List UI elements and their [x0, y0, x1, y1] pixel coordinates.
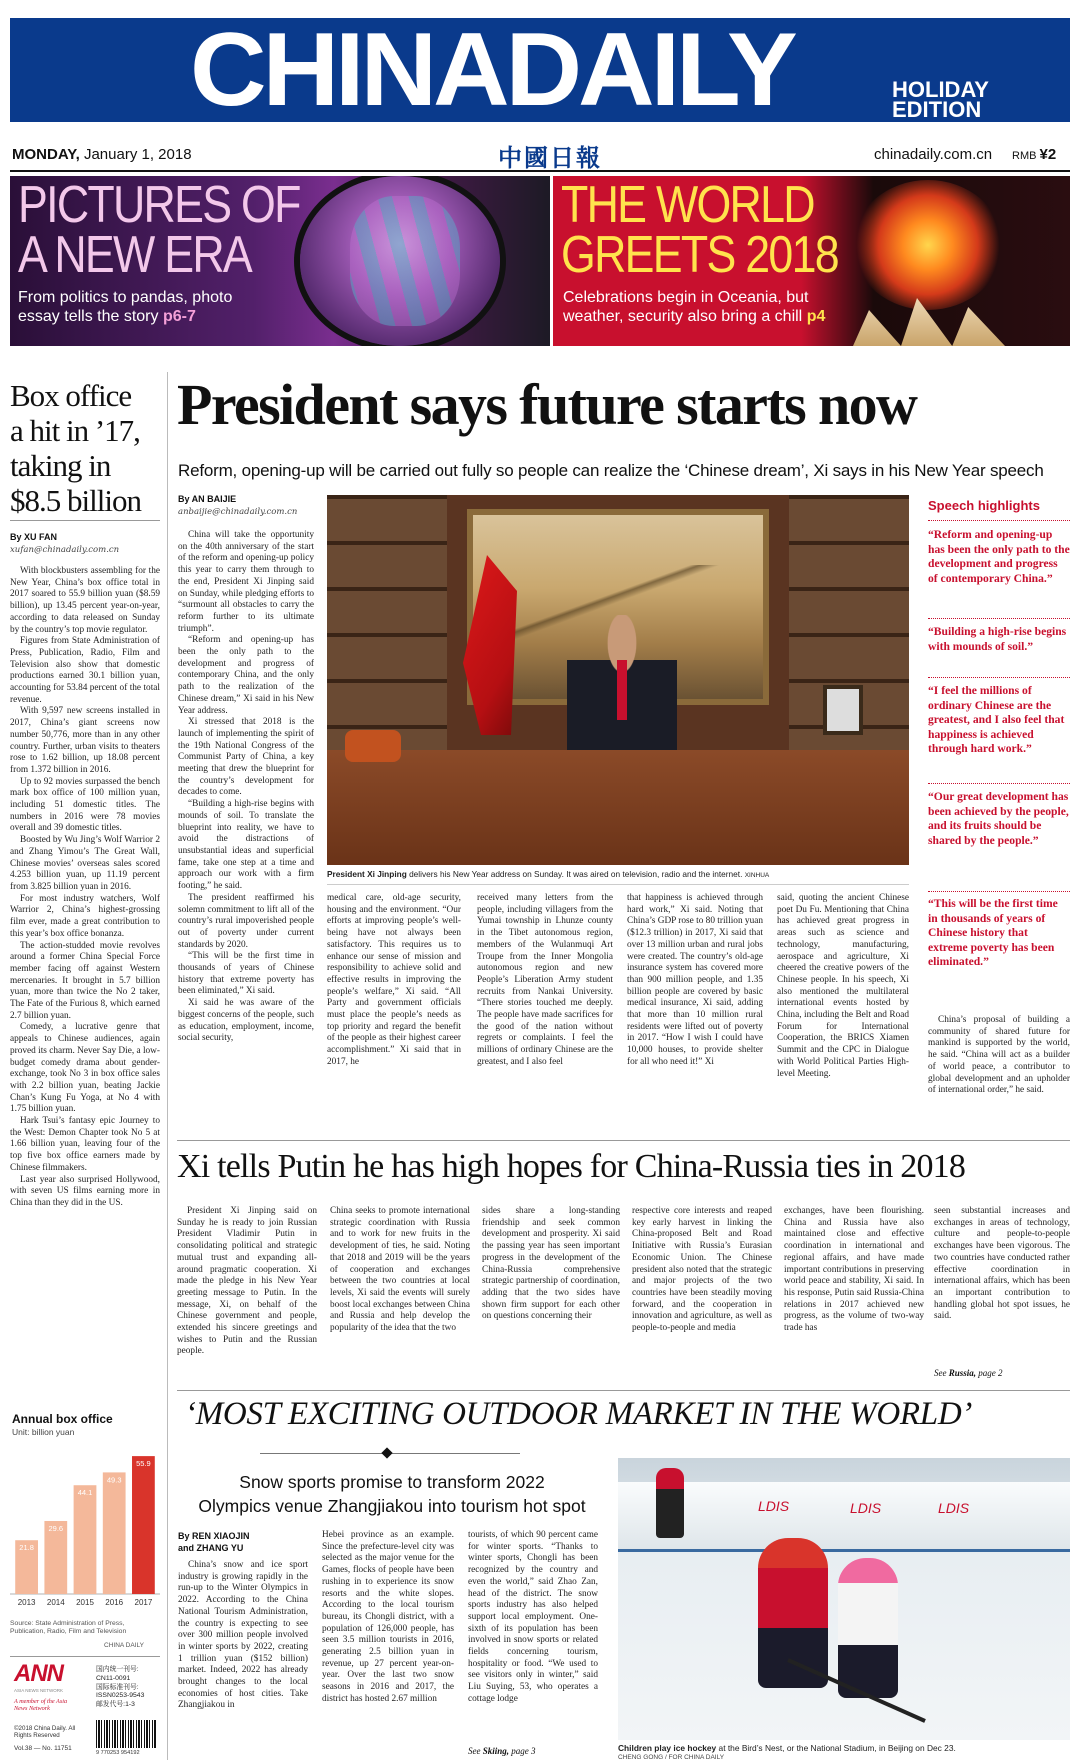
- highlight-quote: “This will be the first time in thousands of years of Chinese history that extreme poverty has been eliminated.”: [928, 897, 1058, 969]
- skiing-see-link[interactable]: [468, 1746, 536, 1756]
- chart-tick-label: 2015: [76, 1598, 94, 1607]
- fireworks-burst: [853, 180, 1003, 310]
- see-target: Russia,: [948, 1368, 977, 1378]
- diamond-icon: [381, 1447, 392, 1458]
- putin-col: [177, 1206, 317, 1382]
- putin-see-link[interactable]: [934, 1368, 1003, 1378]
- price-value: ¥2: [1039, 146, 1057, 163]
- box-office-byline: By XU FAN: [10, 532, 58, 542]
- chart-subtitle: Unit: billion yuan: [12, 1427, 75, 1437]
- promo-headline-line2: A NEW ERA: [18, 226, 252, 284]
- highlights-title: Speech highlights: [928, 498, 1040, 513]
- lead-paragraph: Xi stressed that 2018 is the launch of implementing the spirit of the 19th National Congress of the Communist Party of China, a key meeting that drew the blueprint for the country’s development for decades to come.: [178, 717, 314, 798]
- chart-source: Source: State Administration of Press, Publication, Radio, Film and Television: [10, 1620, 127, 1635]
- highlight-quote: “Our great development has been achieved by the people, and its fruits should be shared by the people.”: [928, 790, 1069, 847]
- skiing-paragraph: tourists, of which 90 percent came for winter sports. “Thanks to winter sports, Chongli has been recognized by the country and even the world,” said Zhao Zan, head of the district. The snow sports industry has also helped support local employment. One-sixth of its population has been involved in snow sports or related fields concerning tourism, hospitality or food. “We used to see visitors only in winter,” said Liu Suying, 53, who operates a cottage lodge: [468, 1530, 598, 1704]
- box-office-rule: [10, 520, 160, 521]
- lead-paragraph: China will take the opportunity on the 40th anniversary of the start of the reform and opening-up policy this year to carry them through to the end, President Xi Jinping said on Sunday, while pledging efforts to “surmount all obstacles to carry the reform further to its ultimate triumph”.: [178, 530, 314, 634]
- chart-title: Annual box office: [12, 1412, 113, 1426]
- box-office-paragraph: For most industry watchers, Wolf Warrior 2, China’s highest-grossing film ever, made a great contribution to this year’s box office bonanza.: [10, 893, 160, 939]
- skiing-col: [322, 1530, 454, 1760]
- putin-paragraph: President Xi Jinping said on Sunday he is ready to join Russian President Vladimir Putin in consolidating political and strategic mutual trust and expanding all-around pragmatic cooperation. Xi made the pledge in his New Year greeting message to Putin. In the message, Xi, on behalf of the Chinese government and people, extended his sincere greetings and wishes to Putin and the Russian people.: [177, 1206, 317, 1357]
- promo-text-line2: weather, security also bring a chill: [563, 308, 803, 325]
- date-text: January 1, 2018: [83, 146, 192, 163]
- skiing-byline-line2: and ZHANG YU: [178, 1543, 244, 1553]
- edition-line1: HOLIDAY: [892, 77, 989, 102]
- rink-boards: [618, 1482, 1070, 1552]
- promo-photo-figures: [350, 196, 460, 326]
- box-office-headline-line: Box office: [10, 378, 132, 413]
- hockey-photo: [618, 1458, 1070, 1740]
- lead-body-col: [777, 893, 909, 1133]
- see-target: Skiing,: [482, 1746, 510, 1756]
- box-office-paragraph: Up to 92 movies surpassed the bench mark box office of 100 million yuan, including 51 domestic titles. The numbers in 2016 were 78 movies overall and 39 domestic titles.: [10, 776, 160, 834]
- skiing-paragraph: China’s snow and ice sport industry is growing rapidly in the run-up to the Winter Olympics in 2022. According to the China National Tourism Administration, the country is expecting to see over 300 million people involved in winter sports by 2022, creating 1 trillion yuan ($152 billion) market. Indeed, 2022 has already brought changes to the local economies of host cities. Take Zhangjiakou in: [178, 1560, 308, 1711]
- chinese-title: 中國日報: [498, 143, 602, 172]
- xi-caption-bold: President Xi Jinping: [327, 869, 407, 879]
- edition-line2: EDITION: [892, 97, 982, 122]
- masthead: [10, 12, 1070, 128]
- lead-body-right: [928, 1015, 1070, 1135]
- skiing-subhead-line2: Olympics venue Zhangjiakou into tourism hot spot: [198, 1496, 586, 1516]
- see-label: See: [468, 1746, 481, 1756]
- xi-photo-caption: [327, 869, 909, 879]
- putin-paragraph: China seeks to promote international strategic coordination with Russia and to work for new fruits in the development of ties, he said. Noting that 2018 and 2019 will be the years of cooperation and exchanges between the two countries at local levels, Xi said the events will surely boost local exchanges between China and Russia and help develop the popularity of the idea that the two: [330, 1206, 470, 1334]
- putin-paragraph: sides share a long-standing friendship and seek common development and prosperity. Xi said the passing year has seen important progress in the development of the China-Russia comprehensive strategic partnership of coordination, adding that the two sides have shown firm support for each other on questions concerning their: [482, 1206, 620, 1322]
- skiing-subhead: [177, 1470, 607, 1518]
- xi-photo-caption-rule: [327, 884, 909, 885]
- promo-text-line1: From politics to pandas, photo: [18, 289, 233, 306]
- lead-paragraph: Xi said he was aware of the biggest concerns of the people, such as education, employment, income, social security,: [178, 998, 314, 1044]
- chart-value-label: 44.1: [77, 1488, 93, 1498]
- lead-paragraph: “Building a high-rise begins with mounds of soil. To translate the blueprint into reality, we have to avoid the distractions of unsubstantial ideas and superficial fame, take one step at a time and approach our work with a firm footing,” he said.: [178, 799, 314, 892]
- volume: Vol.38 — No. 11751: [14, 1745, 72, 1752]
- lead-paragraph: The president reaffirmed his solemn commitment to lift all of the country’s rural impoverished people out of poverty under current standards by 2020.: [178, 892, 314, 950]
- box-office-paragraph: Last year also surprised Hollywood, with seven US films earning more in China than they did in the US.: [10, 1174, 160, 1208]
- date-day: MONDAY,: [12, 146, 80, 163]
- xi-photo: [327, 495, 909, 865]
- masthead-title-china: CHINA: [190, 12, 506, 128]
- skiing-byline: [178, 1530, 250, 1554]
- putin-col: [632, 1206, 772, 1382]
- highlight-quote: “Reform and opening-up has been the only path to the development and progress of contemporary China.”: [928, 528, 1070, 585]
- chart-tick-label: 2013: [17, 1598, 36, 1607]
- skiing-headline: ‘MOST EXCITING OUTDOOR MARKET IN THE WORLD’: [185, 1396, 973, 1432]
- price: [1012, 146, 1056, 163]
- cn-code: ISSN0253-9543: [96, 1692, 145, 1700]
- skiing-top-rule: [177, 1390, 1070, 1391]
- putin-headline: Xi tells Putin he has high hopes for China-Russia ties in 2018: [177, 1148, 966, 1185]
- promo-page[interactable]: p4: [806, 308, 826, 325]
- masthead-rule: [10, 170, 1070, 172]
- lead-paragraph: China’s proposal of building a community of shared future for mankind is supported by the world, he said. “China will act as a builder of world peace, a contributor to global development and an upholder of international order,” he said.: [928, 1015, 1070, 1096]
- ann-footer-rule: [10, 1656, 160, 1657]
- skiing-byline-line1: By REN XIAOJIN: [178, 1531, 250, 1541]
- putin-col: [934, 1206, 1070, 1354]
- skiing-subhead-line1: Snow sports promise to transform 2022: [239, 1472, 545, 1492]
- cn-code: 邮发代号:1-3: [96, 1701, 135, 1709]
- skiing-col: [178, 1560, 308, 1760]
- chart-value-label: 55.9: [136, 1459, 151, 1469]
- skiing-col: [468, 1530, 598, 1742]
- promo-world[interactable]: [553, 176, 1070, 346]
- edition-label: [892, 77, 989, 122]
- cn-code: CN11-0091: [96, 1674, 131, 1682]
- promo-headline-line1: THE WORLD: [561, 176, 814, 234]
- lead-body-left: [178, 530, 314, 1136]
- chart-value-label: 21.8: [19, 1543, 34, 1553]
- photo-desk: [327, 750, 909, 865]
- cn-code: 国际标准刊号:: [96, 1683, 139, 1691]
- putin-paragraph: exchanges, have been flourishing. China and Russia have also maintained close and effective coordination in international and regional affairs, and have made important contributions in preserving world peace and stability, Xi said. In his response, Putin said Russia-China relations in 2017 achieved new progress, as the volume of two-way trade has: [784, 1206, 924, 1334]
- promo-headline: [18, 176, 300, 284]
- chart-tick-label: 2016: [105, 1598, 124, 1607]
- promo-page[interactable]: p6-7: [162, 308, 196, 325]
- lead-body-col: [627, 893, 763, 1133]
- lead-body-col: [327, 893, 461, 1133]
- chart-value-label: 49.3: [106, 1475, 122, 1485]
- hockey-photo-caption: [618, 1743, 1070, 1753]
- box-office-paragraph: With 9,597 new screens installed in 2017, China’s giant screens now number 50,776, more than in any other country. Further, urban visits to theaters rose to 1.62 billion, up 18.08 percent from 1.372 billion in 2016.: [10, 706, 160, 775]
- lead-paragraph: that happiness is achieved through hard work,” Xi said. Noting that China’s GDP rose to 80 trillion yuan ($12.3 trillion) in 2017, Xi said that over 13 million urban and rural jobs were created. The country’s old-age insurance system has covered more than 900 million people, and 1.35 billion people are covered by basic medical insurance, Xi said, adding that more than 10 million rural residents were lifted out of poverty in 2017. “How I wish I could have 10,000 houses, to provide shelter for all who need it!” Xi: [627, 893, 763, 1067]
- putin-top-rule: [177, 1140, 1070, 1141]
- lead-paragraph: received many letters from the people, including villagers from the Yumai township in Lhunze county in the Tibet autonomous region, members of the Wulanmuqi Art Troupe from the Inner Mongolia autonomous region and new People’s Liberation Army student recruits from Nankai University. “There stories touched me deeply. The people have made sacrifices for the good of the nation without regrets or complaints. I feel the millions of ordinary Chinese are the greatest, and I also feel: [477, 893, 613, 1067]
- player-white: [838, 1558, 898, 1698]
- chart-value-label: 29.6: [48, 1523, 64, 1533]
- chart-tick-label: 2017: [134, 1598, 153, 1607]
- box-office-paragraph: Figures from State Administration of Press, Publication, Radio, Film and Television also show that domestic productions earned 30.1 billion yuan, accounting for 53.84 percent of the total revenue.: [10, 636, 160, 705]
- highlight-quote: “I feel the millions of ordinary Chinese are the greatest, and I also feel that happiness is achieved through hard work.”: [928, 684, 1065, 756]
- cn-codes: [96, 1666, 160, 1710]
- lead-paragraph: “Reform and opening-up has been the only path to the development and progress of contemporary China, and the only path to the realization of the Chinese dream,” Xi said in his New Year address.: [178, 635, 314, 716]
- hockey-caption-bold: Children play ice hockey: [618, 1743, 717, 1753]
- promo-text: [563, 288, 825, 326]
- cn-code: 国内统一刊号:: [96, 1666, 139, 1673]
- ann-logo: ANN: [14, 1660, 63, 1687]
- box-office-paragraph: Hark Tsui’s fantasy epic Journey to the West: Demon Chapter took No 5 at 1.66 billion yuan, leaving four of the top five box office earners made by Chinese filmmakers.: [10, 1116, 160, 1173]
- hockey-caption-text: at the Bird’s Nest, or the National Stadium, in Beijing on Dec 23.: [716, 1743, 956, 1753]
- promo-headline: [561, 176, 838, 284]
- see-page: page 3: [511, 1746, 536, 1756]
- promo-headline-line2: GREETS 2018: [561, 226, 838, 284]
- promo-text-line1: Celebrations begin in Oceania, but: [563, 289, 809, 306]
- putin-col: [330, 1206, 470, 1382]
- photo-flag: [457, 555, 517, 735]
- promo-text-line2: essay tells the story: [18, 308, 159, 325]
- price-label: RMB: [1012, 150, 1037, 162]
- chart-tick-label: 2014: [46, 1598, 65, 1607]
- barcode: [96, 1720, 156, 1748]
- lead-email[interactable]: anbaijie@chinadaily.com.cn: [178, 507, 298, 517]
- ann-member: A member of the Asia News Network: [14, 1698, 68, 1712]
- box-office-paragraph: Boosted by Wu Jing’s Wolf Warrior 2 and Zhang Yimou’s The Great Wall, Chinese movies’ overseas sales scored 4.253 billion yuan, up 11.19 percent from 3.825 billion yuan in 2016.: [10, 835, 160, 892]
- lead-paragraph: said, quoting the ancient Chinese poet Du Fu. Mentioning that China has achieved great progress in areas such as science and technology, manufacturing, aerospace and agriculture, Xi cheered the creative powers of the Chinese people. In his speech, Xi also mentioned the multilateral international events hosted by China, including the Belt and Road Forum for International Cooperation, the BRICS Xiamen Summit and the CPC in Dialogue with World Political Parties High-level Meeting.: [777, 893, 909, 1079]
- putin-paragraph: respective core interests and reaped key early harvest in linking the China-proposed Belt and Road Initiative with Russia’s Eurasian Economic Union. The Chinese president also noted that the strategic and major projects of the two countries have been steadily moving forward, and the cooperation in innovation and agriculture, as well as people-to-people and media: [632, 1206, 772, 1334]
- putin-col: [784, 1206, 924, 1382]
- highlight-separator: [928, 891, 1070, 892]
- date-line: [12, 146, 192, 163]
- box-office-headline-line: $8.5 billion: [10, 483, 141, 518]
- board-text: LDIS: [938, 1500, 970, 1516]
- masthead-title-daily: DAILY: [505, 12, 794, 128]
- barcode-number: 9 770253 954192: [96, 1750, 140, 1756]
- board-text: LDIS: [758, 1498, 790, 1514]
- masthead-title: [190, 12, 794, 128]
- lead-body-col: [477, 893, 613, 1133]
- highlight-separator: [928, 783, 1070, 784]
- lead-subhead: Reform, opening-up will be carried out fully so people can realize the ‘Chinese dream’, Xi says in his New Year speech: [178, 461, 1044, 480]
- board-text: LDIS: [850, 1500, 882, 1516]
- see-page: page 2: [978, 1368, 1003, 1378]
- box-office-email[interactable]: xufan@chinadaily.com.cn: [10, 545, 120, 555]
- box-office-paragraph: Comedy, a lucrative genre that appeals to Chinese audiences, again proved its charm. Never Say Die, a low-budget comedy drama about gender-exchange, took No 3 in box office sales with 2.2 billion yuan, beating Jackie Chan’s Kung Fu Yoga, at No 4 with 1.75 billion yuan.: [10, 1022, 160, 1115]
- skiing-paragraph: Hebei province as an example. Since the prefecture-level city was selected as the major venue for the Games, flocks of people have been rushing in to experience its snow resorts and the white slopes. According to the local tourism bureau, its Chongli district, with a population of 126,000 people, has seen 3.5 million tourists in 2016, generating 2.5 billion yuan in revenue, up 27 percent year-on-year. Over the last two snow seasons in 2016 and 2017, the district has hosted 2.67 million: [322, 1530, 454, 1704]
- photo-frame: [823, 685, 863, 735]
- xi-caption-text: delivers his New Year address on Sunday. It was aired on television, radio and the internet.: [406, 869, 743, 879]
- photo-bookshelf-right: [789, 495, 909, 785]
- highlight-separator: [928, 677, 1070, 678]
- xi-photo-credit: XINHUA: [744, 872, 770, 879]
- player-red: [758, 1538, 828, 1688]
- box-office-paragraph: The action-studded movie revolves around a former China Special Force member facing off against Western mercenaries. It brought in 5.7 billion yuan, more than twice the No 2 taker, The Fate of the Furious 8, which earned 2.7 billion yuan.: [10, 940, 160, 1021]
- box-office-body: [10, 566, 160, 1368]
- putin-col: [482, 1206, 620, 1382]
- player-background: [656, 1468, 684, 1538]
- box-office-chart: [10, 1436, 160, 1616]
- putin-paragraph: seen substantial increases and exchanges in areas of technology, culture and people-to-people exchanges have been vigorous. The two countries have conducted rather effective coordination in international affairs, which has been an important contribution to handling global hot spot issues, he said.: [934, 1206, 1070, 1322]
- box-office-headline: [10, 378, 160, 518]
- promo-headline-line1: PICTURES OF: [18, 176, 300, 234]
- box-office-headline-line: taking in: [10, 448, 111, 483]
- highlight-separator: [928, 520, 1070, 521]
- copyright: ©2018 China Daily. All Rights Reserved: [14, 1725, 76, 1739]
- see-label: See: [934, 1368, 947, 1378]
- promo-text: [18, 288, 232, 326]
- left-column-divider: [167, 372, 168, 1760]
- hockey-photo-credit: CHENG GONG / FOR CHINA DAILY: [618, 1754, 725, 1761]
- website-link[interactable]: chinadaily.com.cn: [874, 146, 993, 163]
- lead-headline: President says future starts now: [177, 372, 917, 437]
- lead-paragraph: “This will be the first time in thousands of years of Chinese history that extreme poverty has been eliminated,” Xi said.: [178, 951, 314, 997]
- photo-tie: [617, 660, 627, 720]
- photo-phone: [345, 730, 401, 762]
- ann-sub: ASIA NEWS NETWORK: [14, 1688, 64, 1693]
- chart-credit: CHINA DAILY: [104, 1642, 144, 1649]
- box-office-headline-line: a hit in ’17,: [10, 413, 140, 448]
- chart-bar: [132, 1456, 155, 1594]
- lead-byline: By AN BAIJIE: [178, 494, 237, 504]
- highlight-separator: [928, 618, 1070, 619]
- box-office-paragraph: With blockbusters assembling for the New Year, China’s box office total in 2017 soared to 55.9 billion yuan ($8.59 billion), up 13.45 percent year-on-year, according to data released on Sunday by the country’s top movie regulator.: [10, 566, 160, 635]
- chart-bar: [74, 1485, 97, 1594]
- highlight-quote: “Building a high-rise begins with mounds of soil.”: [928, 625, 1067, 653]
- chart-bar: [103, 1472, 126, 1594]
- promo-pictures[interactable]: [10, 176, 550, 346]
- lead-paragraph: medical care, old-age security, housing and the environment. “Our efforts at improving people’s well-being have not always been satisfactory. This requires us to enhance our sense of mission and responsibility to achieve solid and effective results in improving the people’s welfare,” Xi said. “All Party and government officials must place the people’s needs as top priority and regard the benefit of the people as their highest career accomplishment.” Xi said that in 2017, he: [327, 893, 461, 1067]
